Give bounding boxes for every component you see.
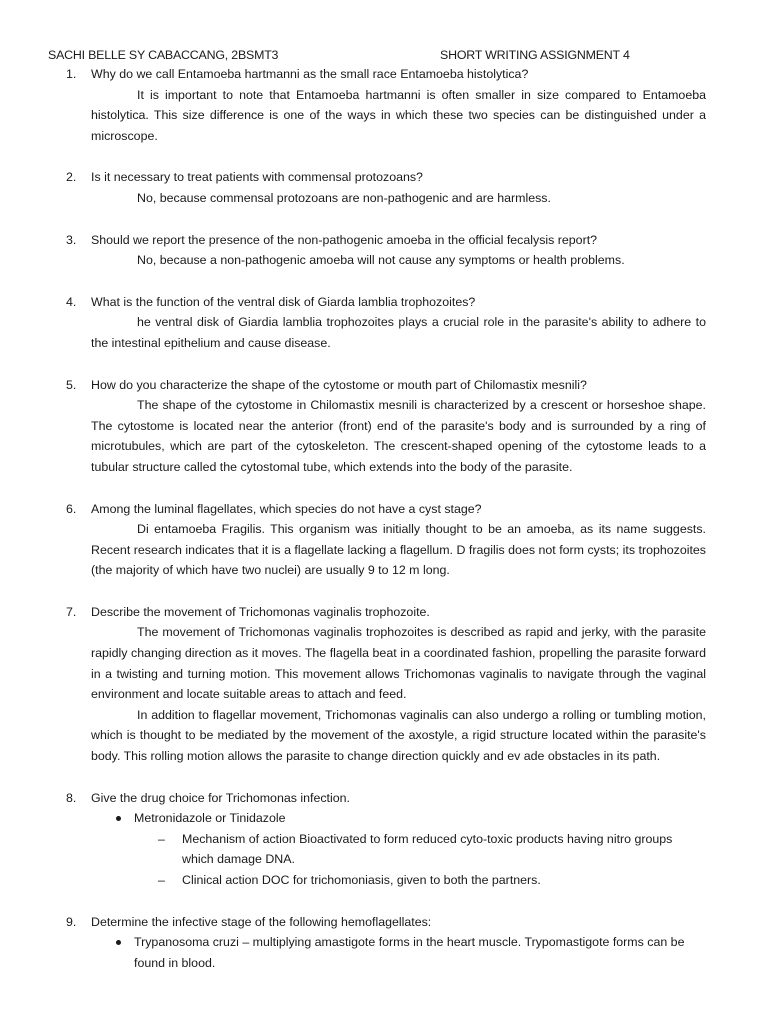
sub-bullet-text: Clinical action DOC for trichomoniasis, given to both the partners.: [182, 873, 541, 887]
sub-bullet-item: [138, 870, 706, 891]
sub-bullet-text: Mechanism of action Bioactivated to form reduced cyto-toxic products having nitro groups which damage DNA.: [182, 831, 673, 867]
question-item-5: [66, 375, 706, 478]
question-text: How do you characterize the shape of the cytostome or mouth part of Chilomastix mesnili?: [91, 377, 587, 392]
bullet-icon: [116, 940, 121, 945]
question-text: Should we report the presence of the non-pathogenic amoeba in the official fecalysis report?: [91, 232, 598, 247]
question-number: 9.: [66, 914, 77, 929]
answer-text: [91, 622, 706, 704]
question-item-7: [66, 602, 706, 767]
question-number: 2.: [66, 170, 77, 185]
question-number: 1.: [66, 67, 77, 81]
question-item-1: [66, 64, 706, 146]
question-number: 5.: [66, 377, 77, 392]
question-item-8: [66, 788, 706, 891]
question-text: What is the function of the ventral disk of Giarda lamblia trophozoites?: [91, 294, 476, 309]
question-text: Give the drug choice for Trichomonas infection.: [91, 790, 350, 805]
dash-icon: –: [158, 831, 165, 846]
question-text: Describe the movement of Trichomonas vaginalis trophozoite.: [91, 604, 430, 619]
answer-body: In addition to flagellar movement, Trichomonas vaginalis can also undergo a rolling or tumbling motion, which is thought to be mediated by the movement of the axostyle, a rigid structure located within the parasite's body. This rolling motion allows the parasite to change direction quickly and ev ade obstacles in its path.: [91, 707, 706, 764]
question-text: Determine the infective stage of the following hemoflagellates:: [91, 914, 432, 929]
sub-bullet-item: [138, 829, 706, 870]
bullet-text: Trypanosoma cruzi – multiplying amastigote forms in the heart muscle. Trypomastigote forms can be found in blood.: [134, 935, 685, 970]
answer-body: No, because a non-pathogenic amoeba will not cause any symptoms or health problems.: [137, 253, 625, 268]
question-item-4: [66, 292, 706, 354]
student-name: SACHI BELLE SY CABACCANG, 2BSMT3: [48, 48, 279, 62]
question-number: 7.: [66, 604, 77, 619]
dash-icon: –: [158, 873, 165, 887]
answer-body: he ventral disk of Giardia lamblia trophozoites plays a crucial role in the parasite's ability to adhere to the intestinal epithelium and cause disease.: [91, 315, 706, 350]
question-item-3: [66, 230, 706, 271]
question-item-2: [66, 167, 706, 208]
document-header: [48, 45, 688, 65]
question-text: Among the luminal flagellates, which species do not have a cyst stage?: [91, 501, 482, 516]
assignment-title: SHORT WRITING ASSIGNMENT 4: [440, 48, 630, 62]
answer-text: [91, 395, 706, 477]
question-number: 3.: [66, 232, 77, 247]
question-list: [66, 64, 706, 994]
answer-text: [91, 85, 706, 147]
answer-text: [91, 312, 706, 353]
question-number: 6.: [66, 501, 77, 516]
answer-text: [91, 519, 706, 581]
question-item-9: [66, 912, 706, 974]
bullet-icon: [116, 816, 121, 821]
question-item-6: [66, 499, 706, 581]
bullet-item: [114, 932, 706, 973]
answer-text: [91, 188, 706, 209]
bullet-text: Metronidazole or Tinidazole: [134, 811, 286, 826]
answer-body: The shape of the cytostome in Chilomastix mesnili is characterized by a crescent or horseshoe shape. The cytostome is located near the anterior (front) end of the parasite's body and is surrounded by a ring of microtubules, which are part of the cytoskeleton. The crescent-shaped opening of the cytostome leads to a tubular structure called the cytostomal tube, which extends into the body of the parasite.: [91, 398, 706, 474]
question-number: 4.: [66, 294, 77, 309]
question-text: Is it necessary to treat patients with commensal protozoans?: [91, 170, 423, 185]
bullet-list: [114, 932, 706, 973]
answer-body: It is important to note that Entamoeba hartmanni is often smaller in size compared to Entamoeba histolytica. This size difference is one of the ways in which these two species can be distinguished under a microscope.: [91, 87, 706, 143]
answer-body: No, because commensal protozoans are non-pathogenic and are harmless.: [137, 190, 551, 205]
question-text: Why do we call Entamoeba hartmanni as the small race Entamoeba histolytica?: [91, 67, 529, 81]
bullet-item: [114, 808, 706, 829]
answer-body: Di entamoeba Fragilis. This organism was initially thought to be an amoeba, as its name suggests. Recent research indicates that it is a flagellate lacking a flagellum. D fragilis does not form cysts; its trophozoites (the majority of which have two nuclei) are usually 9 to 12 m long.: [91, 522, 706, 578]
question-number: 8.: [66, 790, 77, 805]
answer-text-continued: [91, 705, 706, 767]
answer-text: [91, 250, 706, 271]
bullet-list: [114, 808, 706, 890]
answer-body: The movement of Trichomonas vaginalis trophozoites is described as rapid and jerky, with the parasite rapidly changing direction as it moves. The flagella beat in a coordinated fashion, propelling the parasite forward in a twisting and turning motion. This movement allows Trichomonas vaginalis to navigate through the vaginal environment and locate suitable areas to attach and feed.: [91, 625, 706, 702]
